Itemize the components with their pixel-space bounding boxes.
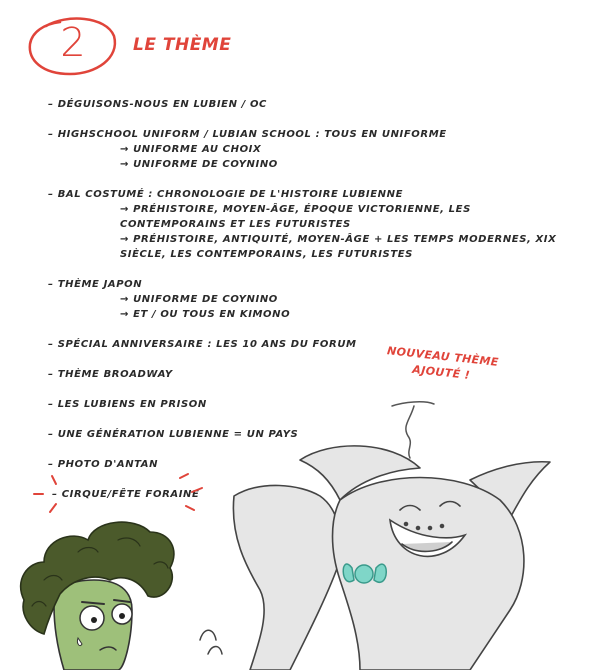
sub-item: → UNIFORME AU CHOIX: [120, 142, 568, 157]
list-item: [48, 397, 568, 412]
page-title: LE THÈME: [133, 35, 232, 55]
section-number: 2: [60, 20, 86, 66]
sub-list: [48, 202, 568, 262]
sub-item: → ET / OU TOUS EN KIMONO: [120, 307, 568, 322]
sub-item: → PRÉHISTOIRE, MOYEN-ÂGE, ÉPOQUE VICTORIENNE, LES CONTEMPORAINS ET LES FUTURISTES: [120, 202, 568, 232]
list-item: [48, 187, 568, 262]
list-item: [48, 277, 568, 322]
sub-list: [48, 292, 568, 322]
list-item: [48, 97, 568, 112]
sub-list: [48, 142, 568, 172]
list-item-text: – CIRQUE/FÊTE FORAINE: [48, 487, 568, 502]
new-theme-note: NOUVEAU THÈME AJOUTÉ !: [386, 344, 500, 382]
bat-ghost-mascot-illustration: [190, 440, 590, 670]
section-number-badge: [26, 14, 120, 78]
list-item-text: – DÉGUISONS-NOUS EN LUBIEN / OC: [48, 97, 568, 112]
bowtie-icon: [343, 564, 386, 583]
list-item-text: – UNE GÉNÉRATION LUBIENNE = UN PAYS: [48, 427, 568, 442]
green-haired-character-illustration: [14, 510, 184, 670]
sub-item: → UNIFORME DE COYNINO: [120, 292, 568, 307]
list-item-text: – THÈME BROADWAY: [48, 367, 568, 382]
list-item-text: – HIGHSCHOOL UNIFORM / LUBIAN SCHOOL : TOUS EN UNIFORME: [48, 127, 568, 142]
list-item-text: – BAL COSTUMÉ : CHRONOLOGIE DE L'HISTOIRE LUBIENNE: [48, 187, 568, 202]
list-item-text: – THÈME JAPON: [48, 277, 568, 292]
list-item-text: – PHOTO D'ANTAN: [48, 457, 568, 472]
list-item: [48, 337, 568, 352]
list-item-text: – SPÉCIAL ANNIVERSAIRE : LES 10 ANS DU FORUM: [48, 337, 568, 352]
sub-item: → UNIFORME DE COYNINO: [120, 157, 568, 172]
list-item-text: – LES LUBIENS EN PRISON: [48, 397, 568, 412]
sub-item: → PRÉHISTOIRE, ANTIQUITÉ, MOYEN-ÂGE + LES TEMPS MODERNES, XIX SIÈCLE, LES CONTEMPORAINS, LES FUTURISTES: [120, 232, 568, 262]
list-item: [48, 127, 568, 172]
